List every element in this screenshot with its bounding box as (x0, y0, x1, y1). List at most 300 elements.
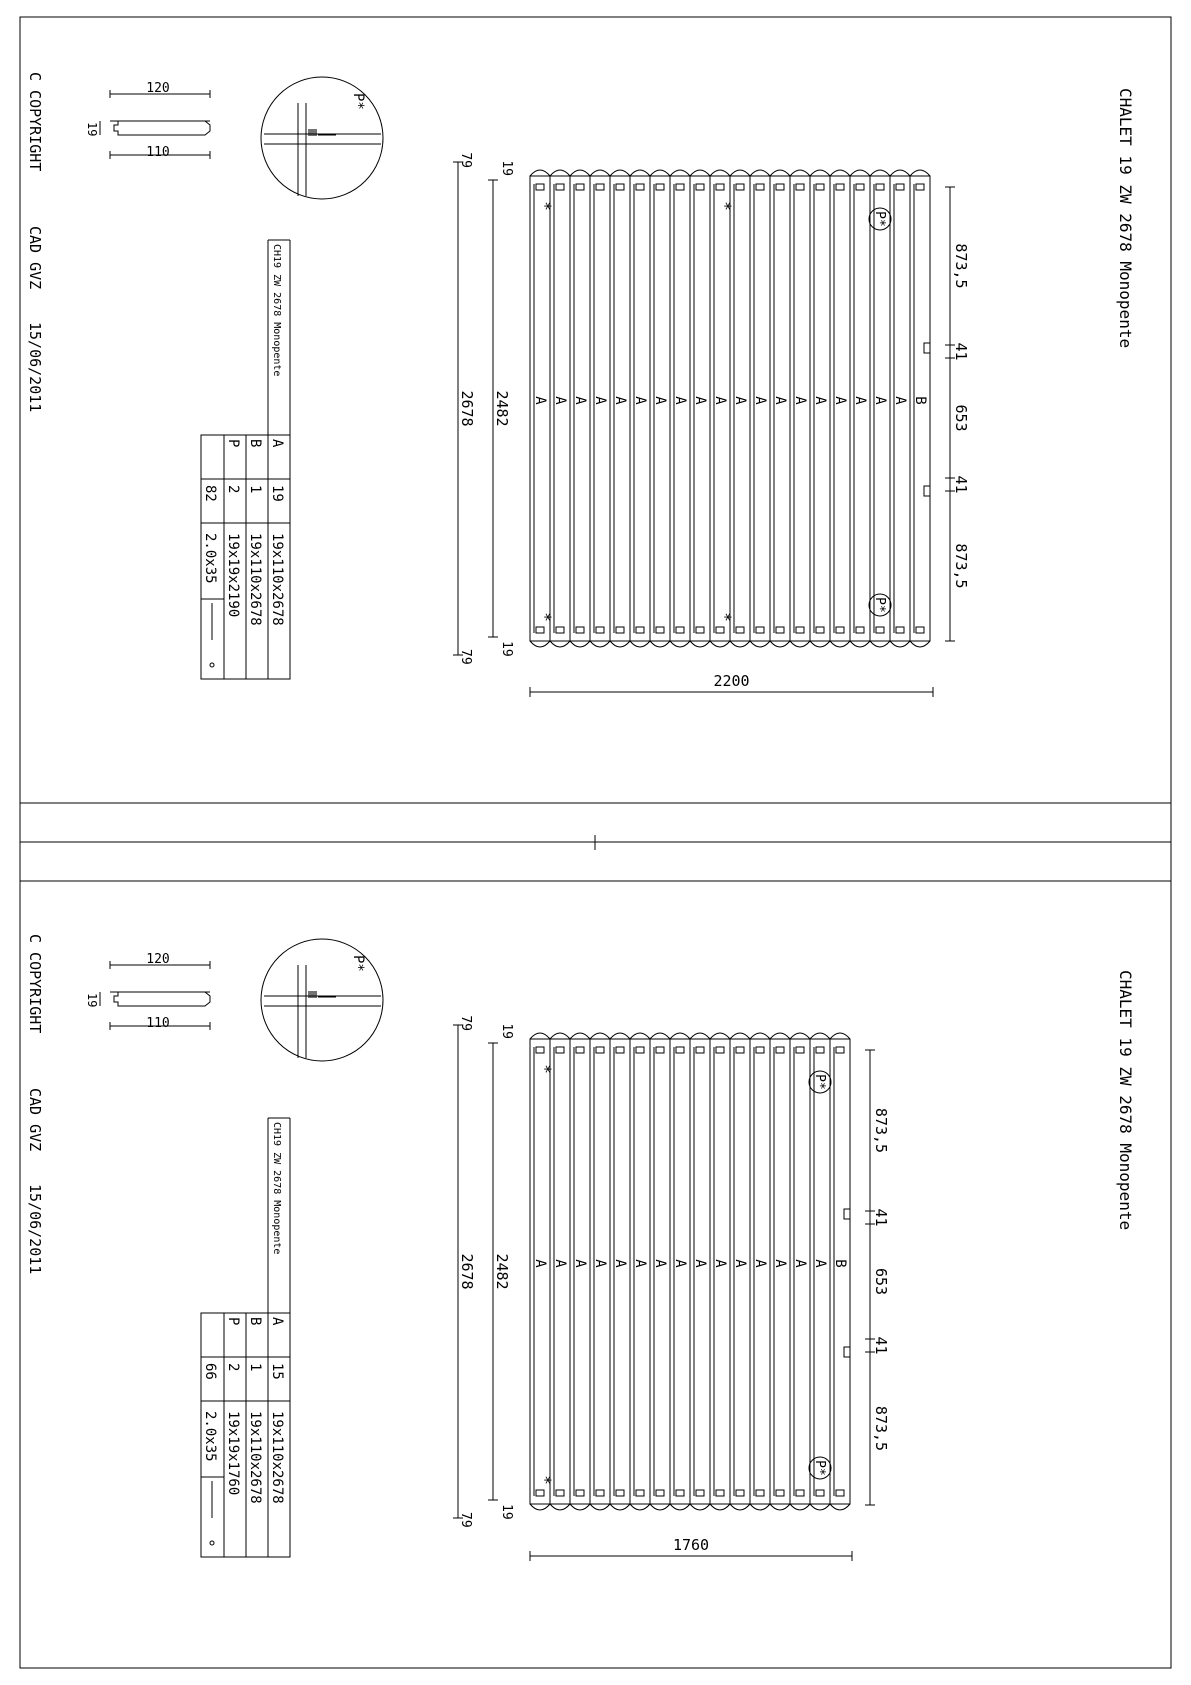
parts-table-title: CH19 ZW 2678 Monopente (271, 244, 282, 377)
date-label: 15/06/2011 (26, 322, 44, 413)
board-notch (696, 627, 704, 633)
profile-top-width: 120 (146, 952, 170, 967)
board-end-top (610, 1033, 630, 1039)
parts-table (201, 1118, 290, 1557)
board-notch (636, 1490, 644, 1496)
board-outline (650, 176, 670, 641)
dim-end-gap: 19 (499, 641, 514, 657)
board-end-bottom (670, 1504, 690, 1510)
board-outline (570, 176, 590, 641)
board-end-top (770, 1033, 790, 1039)
board-outline (550, 176, 570, 641)
board-notch (856, 184, 864, 190)
board-notch (616, 627, 624, 633)
board-end-bottom (750, 641, 770, 647)
board-end-bottom (550, 1504, 570, 1510)
nail-head-icon (210, 663, 214, 667)
board-end-bottom (730, 641, 750, 647)
board-outline (790, 176, 810, 641)
board-notch (696, 184, 704, 190)
board-notch (836, 1047, 844, 1053)
board-notch (596, 184, 604, 190)
board-outline (530, 1039, 550, 1504)
board-label: A (812, 1259, 828, 1268)
star-marker: * (716, 201, 735, 211)
board (850, 170, 870, 647)
board-notch (776, 627, 784, 633)
part-code: P (225, 1317, 241, 1326)
board-outline (610, 1039, 630, 1504)
board (570, 170, 590, 647)
board-end-bottom (850, 641, 870, 647)
board (690, 170, 710, 647)
board-label: A (572, 1259, 588, 1268)
board (830, 1033, 850, 1510)
board-end-bottom (630, 1504, 650, 1510)
star-marker: * (716, 612, 735, 622)
board-end-top (750, 1033, 770, 1039)
board-outline (710, 1039, 730, 1504)
board-notch (796, 184, 804, 190)
dim-end-offset: 79 (458, 1512, 473, 1528)
board-end-top (590, 1033, 610, 1039)
board-end-bottom (810, 1504, 830, 1510)
dim-end-offset: 79 (458, 1015, 473, 1031)
board-end-top (630, 170, 650, 176)
board-notch (876, 184, 884, 190)
board-end-top (830, 170, 850, 176)
board-notch (756, 1490, 764, 1496)
board-notch (556, 627, 564, 633)
board-end-top (770, 170, 790, 176)
board-end-top (710, 1033, 730, 1039)
board-end-bottom (530, 641, 550, 647)
board (770, 1033, 790, 1510)
board-label: A (632, 1259, 648, 1268)
board-outline (590, 176, 610, 641)
board-notch (896, 627, 904, 633)
board-outline (670, 1039, 690, 1504)
board-notch (736, 184, 744, 190)
board-outline (770, 176, 790, 641)
board-outline (550, 1039, 570, 1504)
board-end-bottom (590, 1504, 610, 1510)
board-notch (716, 627, 724, 633)
board-outline (710, 176, 730, 641)
board-notch (916, 627, 924, 633)
part-qty: 66 (202, 1363, 218, 1380)
board-end-top (610, 170, 630, 176)
part-code: B (247, 1317, 263, 1326)
board-label: A (772, 1259, 788, 1268)
board-notch (636, 1047, 644, 1053)
board-label: A (692, 396, 708, 405)
copyright-label: C COPYRIGHT (26, 934, 44, 1034)
detail-label: P* (350, 93, 366, 110)
board-end-bottom (610, 641, 630, 647)
board-notch (616, 1490, 624, 1496)
board-notch (676, 184, 684, 190)
board (810, 1033, 830, 1510)
board-end-bottom (690, 1504, 710, 1510)
board-end-bottom (690, 641, 710, 647)
dim-segment: 41 (952, 342, 970, 361)
board-end-bottom (610, 1504, 630, 1510)
board-notch (796, 627, 804, 633)
board-end-top (690, 170, 710, 176)
notch-outline (924, 486, 930, 496)
board-outline (730, 176, 750, 641)
board (590, 1033, 610, 1510)
board-end-bottom (710, 1504, 730, 1510)
board (730, 170, 750, 647)
board-outline (590, 1039, 610, 1504)
board-end-bottom (650, 641, 670, 647)
drawing-title: CHALET 19 ZW 2678 Monopente (1116, 970, 1135, 1231)
panel-drawing (453, 152, 970, 697)
part-code: B (247, 439, 263, 448)
star-marker: * (536, 1064, 555, 1074)
board-notch (596, 1047, 604, 1053)
board-notch (736, 1047, 744, 1053)
board-end-top (790, 170, 810, 176)
part-qty: 1 (247, 485, 263, 494)
board-end-bottom (770, 1504, 790, 1510)
copyright-label: C COPYRIGHT (26, 72, 44, 172)
board-notch (696, 1047, 704, 1053)
board-notch (776, 1047, 784, 1053)
board-end-top (550, 1033, 570, 1039)
board-notch (896, 184, 904, 190)
board-end-top (730, 170, 750, 176)
board-end-top (750, 170, 770, 176)
board-end-top (850, 170, 870, 176)
board-notch (656, 1047, 664, 1053)
board-outline (750, 176, 770, 641)
part-qty: 19 (269, 485, 285, 502)
board-notch (676, 627, 684, 633)
board-notch (816, 1047, 824, 1053)
board-label: A (872, 396, 888, 405)
board-end-bottom (570, 641, 590, 647)
board-outline (810, 176, 830, 641)
board-end-bottom (830, 641, 850, 647)
part-qty: 2 (225, 485, 241, 494)
profile-thickness: 19 (85, 993, 99, 1008)
board-end-top (730, 1033, 750, 1039)
board-outline (730, 1039, 750, 1504)
board-outline (650, 1039, 670, 1504)
board-outline (610, 176, 630, 641)
board-label: A (672, 396, 688, 405)
board-end-top (650, 1033, 670, 1039)
board-end-bottom (570, 1504, 590, 1510)
board-end-top (810, 170, 830, 176)
board-notch (556, 184, 564, 190)
dim-segment: 873,5 (952, 543, 970, 589)
dim-end-gap: 19 (499, 1504, 514, 1520)
board-end-bottom (630, 641, 650, 647)
board-label: A (852, 396, 868, 405)
board-end-top (530, 170, 550, 176)
dim-segment: 41 (872, 1208, 890, 1227)
board-end-bottom (650, 1504, 670, 1510)
star-marker: * (536, 612, 555, 622)
part-size: 2.0x35 (202, 533, 218, 584)
cad-label: CAD GVZ (26, 226, 44, 290)
board (910, 170, 930, 647)
board (650, 170, 670, 647)
panel-drawing (453, 1015, 890, 1561)
board (890, 170, 910, 647)
board-notch (676, 1490, 684, 1496)
board-end-bottom (730, 1504, 750, 1510)
board-notch (736, 1490, 744, 1496)
board-notch (536, 627, 544, 633)
board-notch (716, 184, 724, 190)
purlin-marker-label: P* (812, 1460, 827, 1476)
board-end-bottom (890, 641, 910, 647)
dim-width: 1760 (672, 1536, 710, 1554)
star-marker: * (536, 1475, 555, 1485)
board-label: A (712, 1259, 728, 1268)
board-outline (670, 176, 690, 641)
board-notch (796, 1490, 804, 1496)
board-label: A (792, 396, 808, 405)
drawing-title: CHALET 19 ZW 2678 Monopente (1116, 88, 1135, 349)
board-label: A (552, 1259, 568, 1268)
board-outline (630, 176, 650, 641)
part-size: 19x19x2190 (225, 533, 241, 618)
part-qty: 15 (269, 1363, 285, 1380)
board-end-bottom (870, 641, 890, 647)
board-end-bottom (810, 641, 830, 647)
board (530, 170, 550, 647)
notch-outline (844, 1347, 850, 1357)
board-outline (910, 176, 930, 641)
board-outline (690, 1039, 710, 1504)
board-label: A (832, 396, 848, 405)
board-notch (556, 1490, 564, 1496)
board-end-bottom (910, 641, 930, 647)
board (630, 170, 650, 647)
board-notch (856, 627, 864, 633)
board-notch (676, 1047, 684, 1053)
board-notch (616, 184, 624, 190)
board (790, 1033, 810, 1510)
part-size: 19x110x2678 (247, 1411, 263, 1504)
board-notch (596, 1490, 604, 1496)
board-label: A (612, 396, 628, 405)
board-notch (836, 627, 844, 633)
board-notch (776, 184, 784, 190)
board-end-top (710, 170, 730, 176)
board-notch (576, 1047, 584, 1053)
board (610, 1033, 630, 1510)
part-size: 19x110x2678 (269, 1411, 285, 1504)
part-qty: 1 (247, 1363, 263, 1372)
board-notch (716, 1490, 724, 1496)
board-notch (556, 1047, 564, 1053)
board-label: A (612, 1259, 628, 1268)
board (550, 1033, 570, 1510)
board-end-top (690, 1033, 710, 1039)
board-notch (656, 1490, 664, 1496)
board-outline (830, 1039, 850, 1504)
dim-height-total: 2678 (458, 390, 476, 427)
board-label: A (652, 1259, 668, 1268)
board-notch (756, 627, 764, 633)
board-end-top (570, 1033, 590, 1039)
board-label: A (572, 396, 588, 405)
board-end-bottom (830, 1504, 850, 1510)
board-end-top (630, 1033, 650, 1039)
dim-segment: 41 (872, 1336, 890, 1355)
board-outline (850, 176, 870, 641)
board-end-bottom (530, 1504, 550, 1510)
board (750, 170, 770, 647)
board-label: A (672, 1259, 688, 1268)
board-end-top (550, 170, 570, 176)
board (630, 1033, 650, 1510)
board-notch (576, 1490, 584, 1496)
board (750, 1033, 770, 1510)
board (690, 1033, 710, 1510)
board-outline (890, 176, 910, 641)
dim-end-offset: 79 (458, 152, 473, 168)
board-end-bottom (790, 1504, 810, 1510)
board-notch (756, 184, 764, 190)
board-end-top (650, 170, 670, 176)
board-label: A (792, 1259, 808, 1268)
board-end-top (870, 170, 890, 176)
board-end-bottom (550, 641, 570, 647)
detail-circle (261, 77, 383, 199)
dim-end-offset: 79 (458, 649, 473, 665)
board-end-bottom (790, 641, 810, 647)
profile-top-width: 120 (146, 81, 170, 96)
nail-head-icon (210, 1541, 214, 1545)
board-end-top (670, 170, 690, 176)
board (870, 170, 890, 647)
board-end-top (570, 170, 590, 176)
board-notch (816, 1490, 824, 1496)
board-outline (870, 176, 890, 641)
purlin-marker-label: P* (872, 211, 887, 227)
part-code: P (225, 439, 241, 448)
dim-segment: 653 (872, 1267, 890, 1296)
board-notch (836, 1490, 844, 1496)
notch-outline (924, 343, 930, 353)
board-label: A (812, 396, 828, 405)
board (650, 1033, 670, 1510)
board-end-top (910, 170, 930, 176)
board-notch (656, 627, 664, 633)
board-end-top (890, 170, 910, 176)
board-end-top (670, 1033, 690, 1039)
board (610, 170, 630, 647)
dim-segment: 41 (952, 475, 970, 494)
board-label: A (592, 396, 608, 405)
profile-bottom-width: 110 (146, 1016, 170, 1031)
board-profile (85, 952, 210, 1031)
board (790, 170, 810, 647)
board-outline (770, 1039, 790, 1504)
star-marker: * (536, 201, 555, 211)
board (570, 1033, 590, 1510)
board-end-top (530, 1033, 550, 1039)
board-label: A (552, 396, 568, 405)
board-notch (816, 627, 824, 633)
board-label: A (532, 1259, 548, 1268)
board-label: A (632, 396, 648, 405)
detail-label: P* (350, 955, 366, 972)
part-size: 19x19x1760 (225, 1411, 241, 1496)
dim-end-gap: 19 (499, 1023, 514, 1039)
date-label: 15/06/2011 (26, 1184, 44, 1275)
part-code: A (269, 1317, 285, 1326)
board-end-top (810, 1033, 830, 1039)
board-label: A (732, 1259, 748, 1268)
board-notch (796, 1047, 804, 1053)
board-outline (630, 1039, 650, 1504)
board-label: A (692, 1259, 708, 1268)
board (670, 1033, 690, 1510)
board-notch (836, 184, 844, 190)
part-size: 2.0x35 (202, 1411, 218, 1462)
board-label: A (652, 396, 668, 405)
board-end-bottom (710, 641, 730, 647)
dim-height-total: 2678 (458, 1253, 476, 1290)
board-label: A (772, 396, 788, 405)
dim-height-inner: 2482 (493, 390, 511, 427)
board (590, 170, 610, 647)
board-notch (636, 184, 644, 190)
board-label: A (892, 396, 908, 405)
cad-label: CAD GVZ (26, 1088, 44, 1152)
board-outline (690, 176, 710, 641)
board (770, 170, 790, 647)
board (810, 170, 830, 647)
board-notch (576, 627, 584, 633)
purlin-marker-label: P* (872, 597, 887, 613)
board-end-bottom (770, 641, 790, 647)
board-end-bottom (670, 641, 690, 647)
purlin-marker-label: P* (812, 1074, 827, 1090)
board-notch (876, 627, 884, 633)
board-notch (816, 184, 824, 190)
board-end-top (830, 1033, 850, 1039)
dim-width: 2200 (713, 672, 750, 690)
dim-end-gap: 19 (499, 160, 514, 176)
dim-height-inner: 2482 (493, 1253, 511, 1290)
board-notch (776, 1490, 784, 1496)
board-notch (916, 184, 924, 190)
profile-thickness: 19 (85, 122, 99, 137)
board-notch (536, 1490, 544, 1496)
board-label: A (712, 396, 728, 405)
part-code: A (269, 439, 285, 448)
part-qty: 2 (225, 1363, 241, 1372)
board (530, 1033, 550, 1510)
detail-circle (261, 939, 383, 1061)
board-outline (810, 1039, 830, 1504)
board-notch (716, 1047, 724, 1053)
board-outline (790, 1039, 810, 1504)
drawing-sheet-2 (26, 934, 1135, 1561)
part-size: 19x110x2678 (247, 533, 263, 626)
board-notch (696, 1490, 704, 1496)
